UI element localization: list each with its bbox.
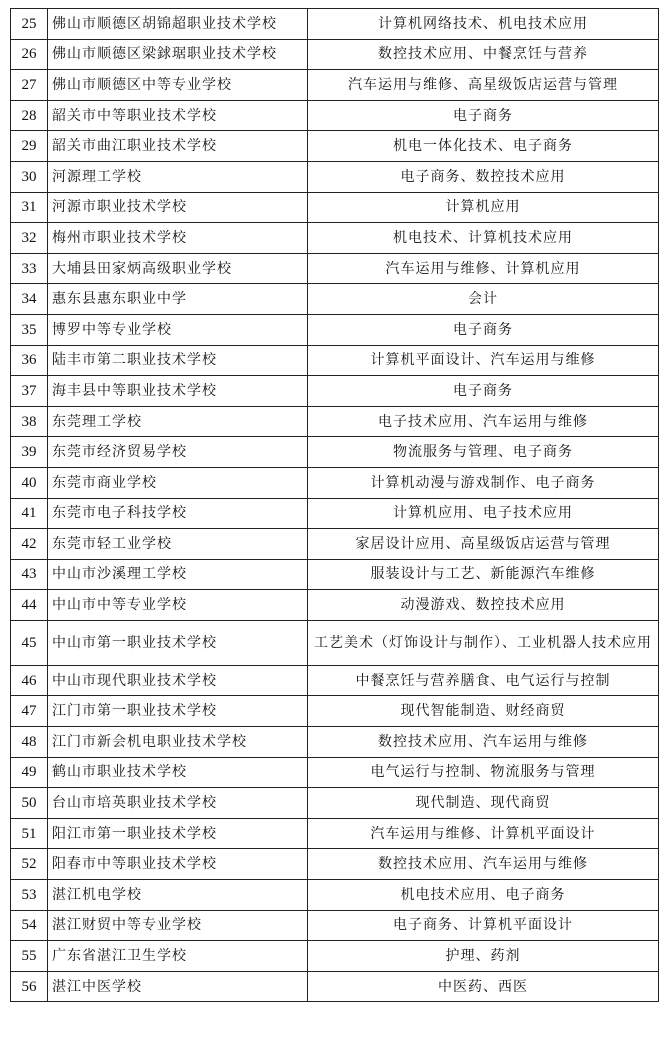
- table-row: [11, 284, 659, 315]
- table-row: [11, 39, 659, 70]
- school-name: 陆丰市第二职业技术学校: [48, 345, 308, 376]
- table-row: [11, 590, 659, 621]
- school-name: 东莞理工学校: [48, 406, 308, 437]
- table-row: [11, 941, 659, 972]
- school-name: 中山市现代职业技术学校: [48, 665, 308, 696]
- table-row: [11, 498, 659, 529]
- row-number: 48: [11, 727, 48, 758]
- table-row: [11, 788, 659, 819]
- table-row: [11, 971, 659, 1002]
- row-number: 56: [11, 971, 48, 1002]
- school-name: 韶关市中等职业技术学校: [48, 100, 308, 131]
- school-name: 东莞市经济贸易学校: [48, 437, 308, 468]
- school-name: 中山市第一职业技术学校: [48, 620, 308, 665]
- major-names: 计算机应用、电子技术应用: [308, 498, 659, 529]
- school-name: 江门市第一职业技术学校: [48, 696, 308, 727]
- school-name: 东莞市轻工业学校: [48, 529, 308, 560]
- major-names: 动漫游戏、数控技术应用: [308, 590, 659, 621]
- school-name: 阳江市第一职业技术学校: [48, 818, 308, 849]
- table-row: [11, 620, 659, 665]
- school-name: 韶关市曲江职业技术学校: [48, 131, 308, 162]
- row-number: 54: [11, 910, 48, 941]
- row-number: 29: [11, 131, 48, 162]
- row-number: 28: [11, 100, 48, 131]
- major-names: 中医药、西医: [308, 971, 659, 1002]
- school-name: 河源理工学校: [48, 161, 308, 192]
- major-names: 会计: [308, 284, 659, 315]
- major-names: 机电一体化技术、电子商务: [308, 131, 659, 162]
- major-names: 现代智能制造、财经商贸: [308, 696, 659, 727]
- school-name: 湛江中医学校: [48, 971, 308, 1002]
- major-names: 护理、药剂: [308, 941, 659, 972]
- table-row: [11, 559, 659, 590]
- major-names: 物流服务与管理、电子商务: [308, 437, 659, 468]
- school-name: 博罗中等专业学校: [48, 314, 308, 345]
- school-name: 河源市职业技术学校: [48, 192, 308, 223]
- school-name: 鹤山市职业技术学校: [48, 757, 308, 788]
- major-names: 计算机平面设计、汽车运用与维修: [308, 345, 659, 376]
- major-names: 数控技术应用、汽车运用与维修: [308, 727, 659, 758]
- school-name: 阳春市中等职业技术学校: [48, 849, 308, 880]
- major-names: 机电技术、计算机技术应用: [308, 223, 659, 254]
- school-name: 东莞市商业学校: [48, 467, 308, 498]
- row-number: 25: [11, 9, 48, 40]
- table-row: [11, 757, 659, 788]
- row-number: 26: [11, 39, 48, 70]
- row-number: 44: [11, 590, 48, 621]
- row-number: 40: [11, 467, 48, 498]
- table-row: [11, 406, 659, 437]
- row-number: 39: [11, 437, 48, 468]
- major-names: 汽车运用与维修、计算机平面设计: [308, 818, 659, 849]
- school-name: 台山市培英职业技术学校: [48, 788, 308, 819]
- row-number: 34: [11, 284, 48, 315]
- table-row: [11, 467, 659, 498]
- row-number: 35: [11, 314, 48, 345]
- major-names: 现代制造、现代商贸: [308, 788, 659, 819]
- school-name: 梅州市职业技术学校: [48, 223, 308, 254]
- table-row: [11, 100, 659, 131]
- school-name: 中山市沙溪理工学校: [48, 559, 308, 590]
- row-number: 49: [11, 757, 48, 788]
- school-name: 湛江机电学校: [48, 880, 308, 911]
- row-number: 43: [11, 559, 48, 590]
- row-number: 50: [11, 788, 48, 819]
- major-names: 数控技术应用、汽车运用与维修: [308, 849, 659, 880]
- school-name: 中山市中等专业学校: [48, 590, 308, 621]
- school-name: 佛山市顺德区梁銶琚职业技术学校: [48, 39, 308, 70]
- major-names: 服装设计与工艺、新能源汽车维修: [308, 559, 659, 590]
- major-names: 计算机应用: [308, 192, 659, 223]
- major-names: 家居设计应用、高星级饭店运营与管理: [308, 529, 659, 560]
- major-names: 工艺美术（灯饰设计与制作）、工业机器人技术应用: [308, 620, 659, 665]
- table-row: [11, 376, 659, 407]
- table-row: [11, 192, 659, 223]
- row-number: 32: [11, 223, 48, 254]
- table-row: [11, 849, 659, 880]
- school-table: [10, 8, 659, 1002]
- major-names: 电子技术应用、汽车运用与维修: [308, 406, 659, 437]
- major-names: 电子商务、数控技术应用: [308, 161, 659, 192]
- table-row: [11, 253, 659, 284]
- major-names: 电子商务: [308, 314, 659, 345]
- major-names: 汽车运用与维修、计算机应用: [308, 253, 659, 284]
- row-number: 31: [11, 192, 48, 223]
- major-names: 数控技术应用、中餐烹饪与营养: [308, 39, 659, 70]
- table-row: [11, 727, 659, 758]
- major-names: 计算机动漫与游戏制作、电子商务: [308, 467, 659, 498]
- major-names: 电子商务、计算机平面设计: [308, 910, 659, 941]
- school-name: 江门市新会机电职业技术学校: [48, 727, 308, 758]
- major-names: 电子商务: [308, 376, 659, 407]
- table-row: [11, 437, 659, 468]
- school-name: 湛江财贸中等专业学校: [48, 910, 308, 941]
- table-row: [11, 910, 659, 941]
- major-names: 电气运行与控制、物流服务与管理: [308, 757, 659, 788]
- table-row: [11, 818, 659, 849]
- row-number: 53: [11, 880, 48, 911]
- table-body: [11, 9, 659, 1002]
- row-number: 37: [11, 376, 48, 407]
- table-row: [11, 70, 659, 101]
- table-row: [11, 131, 659, 162]
- school-name: 东莞市电子科技学校: [48, 498, 308, 529]
- major-names: 机电技术应用、电子商务: [308, 880, 659, 911]
- major-names: 计算机网络技术、机电技术应用: [308, 9, 659, 40]
- school-name: 惠东县惠东职业中学: [48, 284, 308, 315]
- table-row: [11, 665, 659, 696]
- row-number: 46: [11, 665, 48, 696]
- table-row: [11, 696, 659, 727]
- table-row: [11, 529, 659, 560]
- school-name: 广东省湛江卫生学校: [48, 941, 308, 972]
- table-row: [11, 9, 659, 40]
- row-number: 42: [11, 529, 48, 560]
- school-name: 海丰县中等职业技术学校: [48, 376, 308, 407]
- major-names: 电子商务: [308, 100, 659, 131]
- row-number: 27: [11, 70, 48, 101]
- table-row: [11, 880, 659, 911]
- table-row: [11, 161, 659, 192]
- row-number: 30: [11, 161, 48, 192]
- row-number: 38: [11, 406, 48, 437]
- row-number: 47: [11, 696, 48, 727]
- row-number: 45: [11, 620, 48, 665]
- table-row: [11, 223, 659, 254]
- row-number: 41: [11, 498, 48, 529]
- row-number: 33: [11, 253, 48, 284]
- table-row: [11, 345, 659, 376]
- table-row: [11, 314, 659, 345]
- row-number: 36: [11, 345, 48, 376]
- school-name: 佛山市顺德区中等专业学校: [48, 70, 308, 101]
- row-number: 51: [11, 818, 48, 849]
- school-name: 佛山市顺德区胡锦超职业技术学校: [48, 9, 308, 40]
- row-number: 55: [11, 941, 48, 972]
- school-name: 大埔县田家炳高级职业学校: [48, 253, 308, 284]
- major-names: 中餐烹饪与营养膳食、电气运行与控制: [308, 665, 659, 696]
- major-names: 汽车运用与维修、高星级饭店运营与管理: [308, 70, 659, 101]
- row-number: 52: [11, 849, 48, 880]
